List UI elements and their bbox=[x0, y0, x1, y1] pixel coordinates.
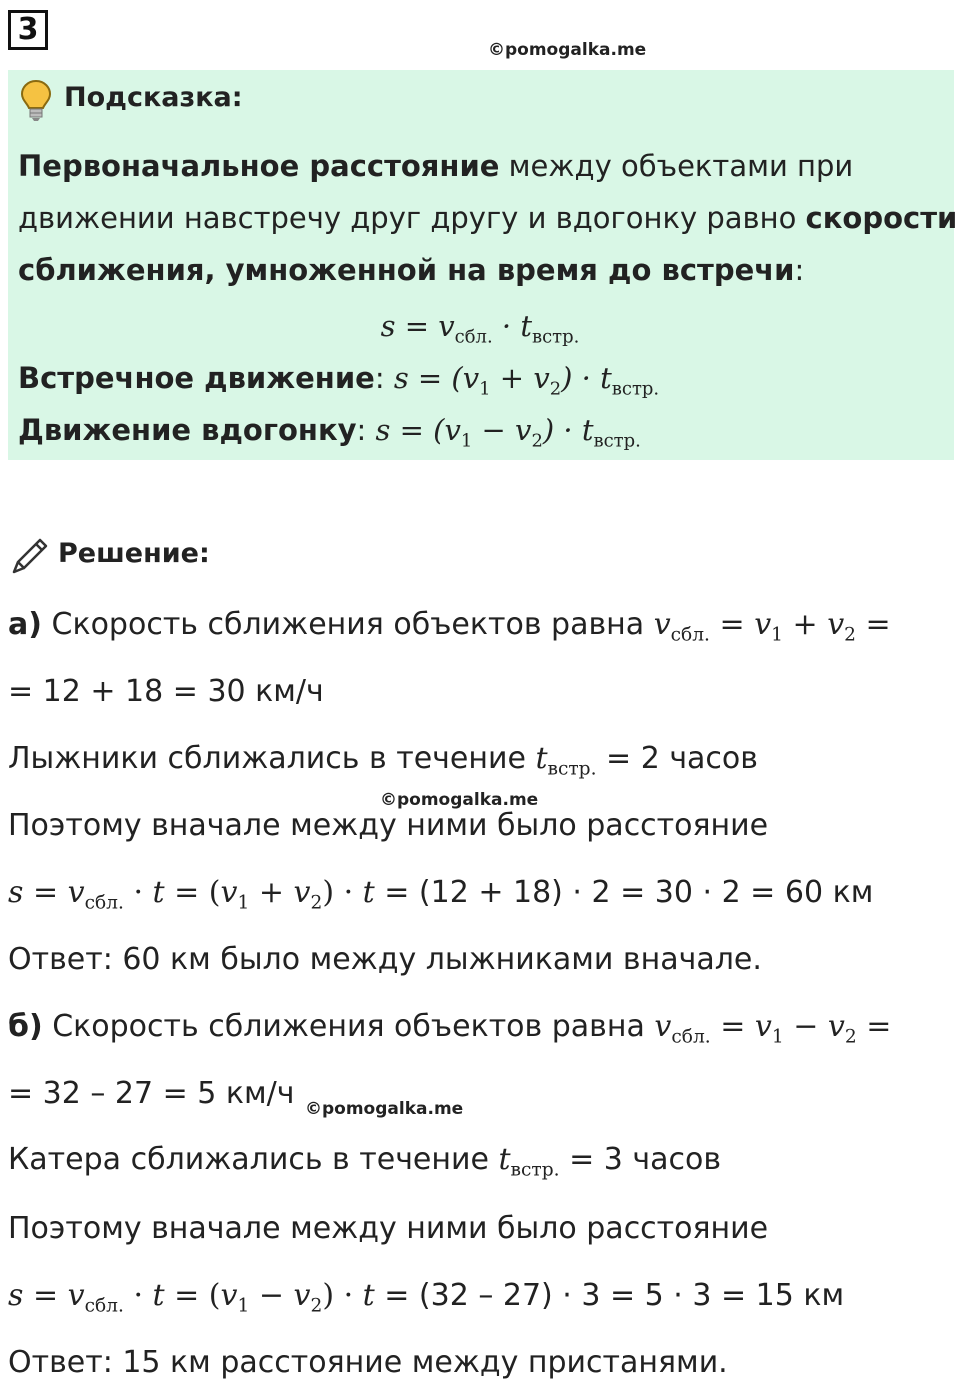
part-a-calc: = (12 + 18) · 2 = 30 · 2 = 60 км bbox=[374, 875, 874, 910]
meet-formula-b: + v bbox=[490, 361, 550, 395]
formula-sub-sbl: сбл. bbox=[454, 326, 493, 348]
meet-formula-a: s = (v bbox=[393, 361, 480, 395]
part-a-label: а) bbox=[8, 607, 42, 642]
hint-line-2-text: движении навстречу друг другу и вдогонку равно bbox=[18, 201, 806, 235]
chase-label: Движение вдогонку bbox=[18, 413, 357, 447]
hint-line-3 bbox=[18, 252, 804, 288]
pencil-icon bbox=[10, 532, 52, 574]
meet-sub-1: 1 bbox=[479, 378, 491, 400]
part-b-label: б) bbox=[8, 1009, 43, 1044]
chase-formula-b: − v bbox=[472, 413, 532, 447]
part-b-calc: = (32 – 27) · 3 = 5 · 3 = 15 км bbox=[374, 1278, 845, 1313]
formula-s-v: s = v bbox=[380, 309, 455, 343]
part-a-time-value: = 2 часов bbox=[596, 741, 758, 776]
hint-bold-rule: сближения, умноженной на время до встречи bbox=[18, 253, 795, 287]
solution-title: Решение: bbox=[58, 538, 210, 569]
solution-a-line-2: = 12 + 18 = 30 км/ч bbox=[8, 674, 324, 709]
formula-dot-t: · t bbox=[492, 309, 532, 343]
watermark: ©pomogalka.me bbox=[488, 40, 647, 60]
solution-a-line-1: а) Скорость сближения объектов равна $v_{сбл.} = v_1 + v_2$ = bbox=[8, 607, 891, 646]
solution-b-answer: Ответ: 15 км расстояние между пристанями. bbox=[8, 1345, 728, 1380]
hint-bold-speed: скорости bbox=[805, 201, 958, 235]
formula-sub-vstr: встр. bbox=[532, 326, 580, 348]
part-b-time-value: = 3 часов bbox=[559, 1142, 722, 1177]
task-number: 3 bbox=[8, 10, 48, 50]
watermark-middle: ©pomogalka.me bbox=[380, 790, 539, 810]
hint-chase-line: Движение вдогонку: $s = (v_1 - v_2) \cdot t_{встр.}$ bbox=[18, 413, 641, 452]
part-b-text: Скорость сближения объектов равна bbox=[42, 1009, 655, 1044]
solution-b-line-1: б) Скорость сближения объектов равна $v_{сбл.} = v_1 - v_2$ = bbox=[8, 1009, 892, 1048]
hint-title: Подсказка: bbox=[64, 82, 243, 113]
hint-colon: : bbox=[794, 253, 805, 287]
part-a-time-text: Лыжники сближались в течение bbox=[8, 741, 536, 776]
solution-b-line-4: Поэтому вначале между ними было расстояние bbox=[8, 1211, 769, 1246]
lightbulb-icon bbox=[18, 78, 54, 122]
part-b-time-text: Катера сближались в течение bbox=[8, 1142, 499, 1177]
chase-sub-2: 2 bbox=[531, 430, 543, 452]
meet-sub-2: 2 bbox=[549, 378, 562, 400]
meet-formula-c: ) · t bbox=[561, 361, 612, 395]
hint-line-2 bbox=[18, 200, 957, 236]
hint-line-1 bbox=[18, 148, 853, 184]
solution-b-line-5: $s = v_{сбл.} \cdot t = (v_1 - v_2) \cdot t = (32 - 27) \cdot 3 = 5 \cdot 3 = 15$ км bbox=[8, 1278, 845, 1317]
solution-a-line-5: $s = v_{сбл.} \cdot t = (v_1 + v_2) \cdot t = (12 + 18) \cdot 2 = 30 \cdot 2 = 60$ км bbox=[8, 875, 874, 914]
hint-bold-initial-distance: Первоначальное расстояние bbox=[18, 149, 500, 183]
watermark-bottom: ©pomogalka.me bbox=[305, 1099, 464, 1119]
hint-meet-line: Встречное движение: $s = (v_1 + v_2) \cdot t_{встр.}$ bbox=[18, 361, 660, 400]
hint-main-formula bbox=[0, 308, 960, 355]
solution-a-line-3: Лыжники сближались в течение $t_{встр.} = 2$ часов bbox=[8, 741, 758, 780]
hint-line-1-text: между объектами при bbox=[499, 149, 854, 183]
chase-sub-vstr: встр. bbox=[593, 430, 641, 452]
chase-formula-a: s = (v bbox=[375, 413, 461, 447]
chase-sub-1: 1 bbox=[460, 430, 473, 452]
solution-b-line-2: = 32 – 27 = 5 км/ч bbox=[8, 1076, 295, 1111]
solution-a-line-4: Поэтому вначале между ними было расстояние bbox=[8, 808, 769, 843]
solution-b-line-3: Катера сближались в течение $t_{встр.} = 3$ часов bbox=[8, 1142, 722, 1181]
meet-label: Встречное движение bbox=[18, 361, 375, 395]
solution-a-answer: Ответ: 60 км было между лыжниками вначале. bbox=[8, 942, 762, 977]
meet-sub-vstr: встр. bbox=[611, 378, 660, 400]
chase-formula-c: ) · t bbox=[542, 413, 594, 447]
part-a-text: Скорость сближения объектов равна bbox=[41, 607, 654, 642]
